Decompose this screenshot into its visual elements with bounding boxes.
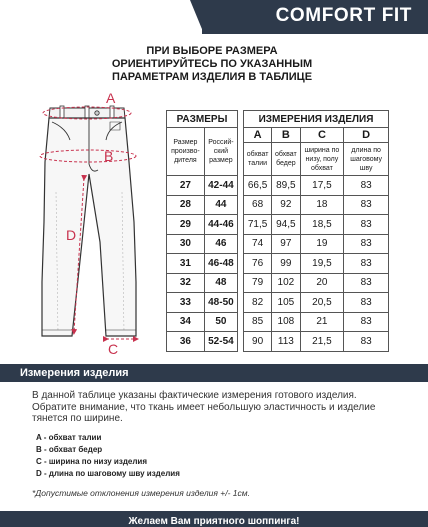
cell-mfr-size: 33 (167, 293, 205, 313)
cell-waist: 79 (244, 273, 272, 293)
sizes-table-row (167, 254, 238, 274)
cell-hem-width: 20,5 (300, 293, 344, 313)
cell-inseam: 83 (344, 234, 389, 254)
col-header-hips: обхват бедер (272, 143, 300, 176)
measurements-table (243, 110, 389, 352)
measurements-table-row (244, 273, 389, 293)
measurements-table-row (244, 254, 389, 274)
cell-waist: 85 (244, 312, 272, 332)
cell-waist: 74 (244, 234, 272, 254)
cell-hem-width: 19,5 (300, 254, 344, 274)
sizes-table-row (167, 273, 238, 293)
col-letter-b: B (272, 128, 300, 143)
cell-inseam: 83 (344, 332, 389, 352)
col-letter-c: C (300, 128, 344, 143)
cell-inseam: 83 (344, 273, 389, 293)
cell-mfr-size: 28 (167, 195, 205, 215)
col-header-hem-width: ширина по низу, полу обхват (300, 143, 344, 176)
cell-hem-width: 18,5 (300, 215, 344, 235)
intro-line-2: ОРИЕНТИРУЙТЕСЬ ПО УКАЗАННЫМ (111, 58, 313, 70)
cell-mfr-size: 29 (167, 215, 205, 235)
legend-item-b: B - обхват бедер (36, 445, 103, 454)
pants-button (95, 111, 99, 115)
cell-mfr-size: 30 (167, 234, 205, 254)
footer-bar (0, 511, 428, 527)
cell-inseam: 83 (344, 293, 389, 313)
cell-waist: 68 (244, 195, 272, 215)
measurements-table-row (244, 332, 389, 352)
description-p1: В данной таблице указаны фактические измерения готового изделия. (32, 390, 357, 401)
label-c: C (108, 341, 119, 357)
cell-mfr-size: 32 (167, 273, 205, 293)
cell-inseam: 83 (344, 312, 389, 332)
measurements-table-row (244, 293, 389, 313)
belt-loop (85, 106, 89, 119)
cell-hips: 89,5 (272, 176, 300, 196)
measurements-table-row (244, 195, 389, 215)
description-p2: Обратите внимание, что ткань имеет небольшую эластичность и изделие тянется по ширине. (32, 401, 376, 424)
intro-text (100, 45, 324, 84)
cell-hem-width: 21 (300, 312, 344, 332)
cell-hem-width: 21,5 (300, 332, 344, 352)
cell-hips: 113 (272, 332, 300, 352)
col-header-mfr-size: Размер произво-дителя (167, 128, 205, 176)
cell-mfr-size: 31 (167, 254, 205, 274)
tolerance-note: *Допустимые отклонения измерения изделия +/- 1см. (32, 488, 250, 498)
measurements-table-row (244, 215, 389, 235)
col-header-waist: обхват талии (244, 143, 272, 176)
legend-item-c: C - ширина по низу изделия (36, 457, 148, 466)
cell-inseam: 83 (344, 176, 389, 196)
cell-ru-size: 50 (204, 312, 237, 332)
cell-hips: 92 (272, 195, 300, 215)
col-header-inseam: длина по шаговому шву (344, 143, 389, 176)
measurements-table-row (244, 312, 389, 332)
cell-hips: 97 (272, 234, 300, 254)
cell-inseam: 83 (344, 215, 389, 235)
measurements-table-row (244, 234, 389, 254)
sizes-table-row (167, 234, 238, 254)
cell-ru-size: 42-44 (204, 176, 237, 196)
cell-waist: 76 (244, 254, 272, 274)
col-letter-a: A (244, 128, 272, 143)
measurements-table-title: ИЗМЕРЕНИЯ ИЗДЕЛИЯ (244, 111, 389, 128)
cell-hips: 94,5 (272, 215, 300, 235)
section-header-bar (0, 364, 428, 382)
pants-diagram (26, 92, 166, 362)
cell-ru-size: 46-48 (204, 254, 237, 274)
footer-text: Желаем Вам приятного шоппинга! (128, 516, 300, 527)
label-b: B (104, 148, 114, 164)
sizes-table-row (167, 312, 238, 332)
cell-mfr-size: 27 (167, 176, 205, 196)
label-d: D (66, 227, 77, 243)
cell-waist: 71,5 (244, 215, 272, 235)
intro-line-1: ПРИ ВЫБОРЕ РАЗМЕРА (146, 45, 278, 57)
cell-mfr-size: 36 (167, 332, 205, 352)
cell-ru-size: 52-54 (204, 332, 237, 352)
header-title: COMFORT FIT (275, 5, 412, 26)
sizes-table-title: РАЗМЕРЫ (167, 111, 238, 128)
section-title: Измерения изделия (20, 367, 129, 379)
sizes-table (166, 110, 238, 352)
cell-hips: 108 (272, 312, 300, 332)
cell-hem-width: 18 (300, 195, 344, 215)
cell-ru-size: 48 (204, 273, 237, 293)
cell-hem-width: 17,5 (300, 176, 344, 196)
cell-hips: 105 (272, 293, 300, 313)
cell-waist: 90 (244, 332, 272, 352)
cell-hips: 99 (272, 254, 300, 274)
legend-item-a: A - обхват талии (36, 433, 102, 442)
cell-mfr-size: 34 (167, 312, 205, 332)
description (32, 390, 412, 425)
sizes-table-row (167, 195, 238, 215)
cell-ru-size: 46 (204, 234, 237, 254)
intro-line-3: ПАРАМЕТРАМ ИЗДЕЛИЯ В ТАБЛИЦЕ (111, 71, 313, 83)
measurement-legend (36, 432, 180, 480)
cell-hem-width: 20 (300, 273, 344, 293)
sizes-table-row (167, 215, 238, 235)
col-letter-d: D (344, 128, 389, 143)
cell-hips: 102 (272, 273, 300, 293)
sizes-table-row (167, 332, 238, 352)
cell-ru-size: 48-50 (204, 293, 237, 313)
cell-waist: 82 (244, 293, 272, 313)
measurements-table-row (244, 176, 389, 196)
cell-inseam: 83 (344, 254, 389, 274)
label-a: A (106, 92, 116, 106)
col-header-ru-size: Россий-ский размер (204, 128, 237, 176)
cell-inseam: 83 (344, 195, 389, 215)
header-bar (0, 0, 428, 34)
cell-waist: 66,5 (244, 176, 272, 196)
legend-item-d: D - длина по шаговому шву изделия (36, 469, 180, 478)
cell-ru-size: 44 (204, 195, 237, 215)
cell-hem-width: 19 (300, 234, 344, 254)
cell-ru-size: 44-46 (204, 215, 237, 235)
sizes-table-row (167, 293, 238, 313)
sizes-table-row (167, 176, 238, 196)
